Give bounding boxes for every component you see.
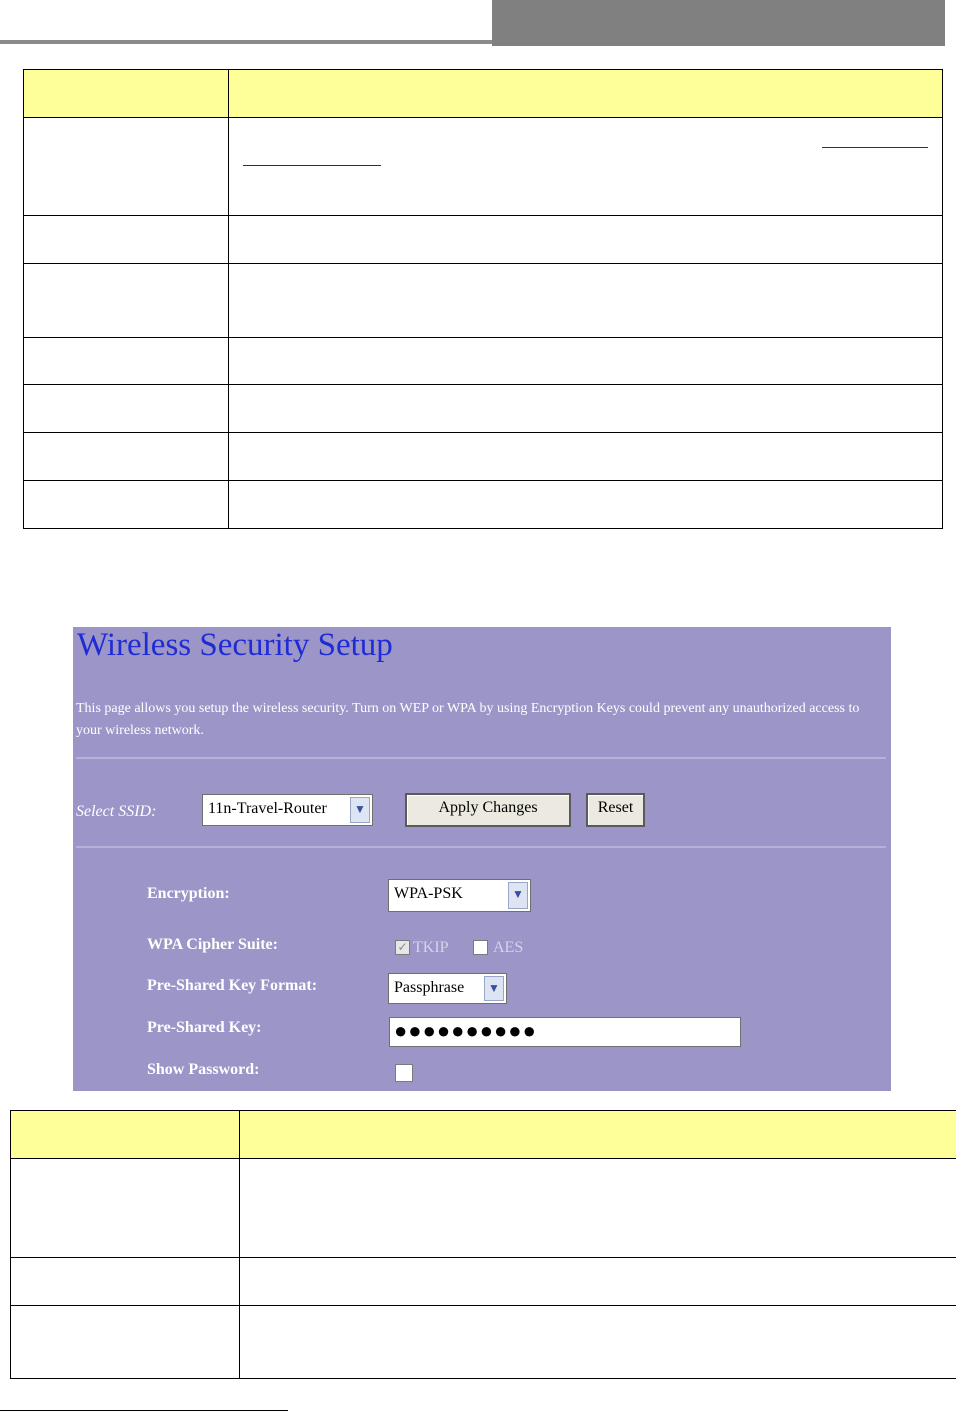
pre-shared-key-input[interactable]: ●●●●●●●●●● [389, 1017, 741, 1047]
show-password-label: Show Password: [147, 1061, 260, 1078]
table-cell [11, 1258, 240, 1306]
tkip-checkbox[interactable]: ✓ [395, 940, 410, 955]
table-cell [24, 433, 229, 481]
table-row [11, 1258, 956, 1306]
ssid-select[interactable] [202, 794, 373, 826]
encryption-select[interactable] [388, 879, 531, 912]
parameter-table-1 [23, 69, 943, 529]
table-cell [24, 70, 229, 118]
chevron-down-icon: ▼ [484, 976, 504, 1001]
table-header-row [24, 70, 943, 118]
table-cell [11, 1159, 240, 1258]
reference-link-continued[interactable] [243, 165, 381, 166]
pre-shared-key-label: Pre-Shared Key: [147, 1019, 262, 1036]
header-rule [0, 40, 492, 44]
table-row [24, 481, 943, 529]
chevron-down-icon: ▼ [508, 882, 528, 909]
table-cell [229, 70, 943, 118]
table-row [24, 216, 943, 264]
table-cell [229, 216, 943, 264]
table-cell [229, 433, 943, 481]
encryption-value: WPA-PSK [394, 885, 463, 902]
key-format-value: Passphrase [394, 979, 465, 996]
table-header-row [11, 1111, 956, 1159]
table-cell [229, 264, 943, 338]
apply-changes-button[interactable]: Apply Changes [405, 793, 571, 827]
table-row [24, 118, 943, 216]
page-description: This page allows you setup the wireless security. Turn on WEP or WPA by using Encryption Keys could prevent any unauthorized access to your wireless network. [76, 701, 860, 738]
ssid-value: 11n-Travel-Router [208, 800, 327, 817]
aes-label: AES [493, 939, 524, 956]
table-row [24, 433, 943, 481]
table-cell [229, 118, 943, 216]
table-cell [24, 118, 229, 216]
table-cell [229, 385, 943, 433]
table-row [11, 1159, 956, 1258]
encryption-label: Encryption: [147, 885, 230, 902]
select-ssid-label: Select SSID: [76, 803, 157, 820]
cipher-suite-label: WPA Cipher Suite: [147, 936, 278, 953]
chevron-down-icon: ▼ [350, 797, 370, 823]
show-password-checkbox[interactable] [395, 1064, 413, 1082]
table-cell [229, 481, 943, 529]
tkip-label: TKIP [413, 939, 449, 956]
table-cell [11, 1111, 240, 1159]
page-title: Wireless Security Setup [77, 627, 393, 663]
table-cell [24, 338, 229, 385]
table-cell [229, 338, 943, 385]
divider [76, 757, 886, 759]
table-row [11, 1306, 956, 1379]
reset-button[interactable]: Reset [586, 793, 645, 827]
table-cell [24, 481, 229, 529]
table-cell [240, 1111, 956, 1159]
table-cell [240, 1159, 956, 1258]
key-format-label: Pre-Shared Key Format: [147, 977, 318, 994]
table-cell [240, 1306, 956, 1379]
footnote-rule [0, 1410, 288, 1411]
table-cell [24, 216, 229, 264]
header-bar [492, 0, 945, 46]
key-format-select[interactable] [388, 973, 507, 1004]
table-row [24, 264, 943, 338]
table-cell [240, 1258, 956, 1306]
table-row [24, 338, 943, 385]
table-cell [24, 385, 229, 433]
wireless-security-screenshot [73, 627, 891, 1091]
reference-link[interactable] [822, 147, 928, 148]
table-row [24, 385, 943, 433]
aes-checkbox[interactable] [473, 940, 488, 955]
table-cell [24, 264, 229, 338]
divider [76, 846, 886, 848]
table-cell [11, 1306, 240, 1379]
parameter-table-2 [10, 1110, 956, 1379]
